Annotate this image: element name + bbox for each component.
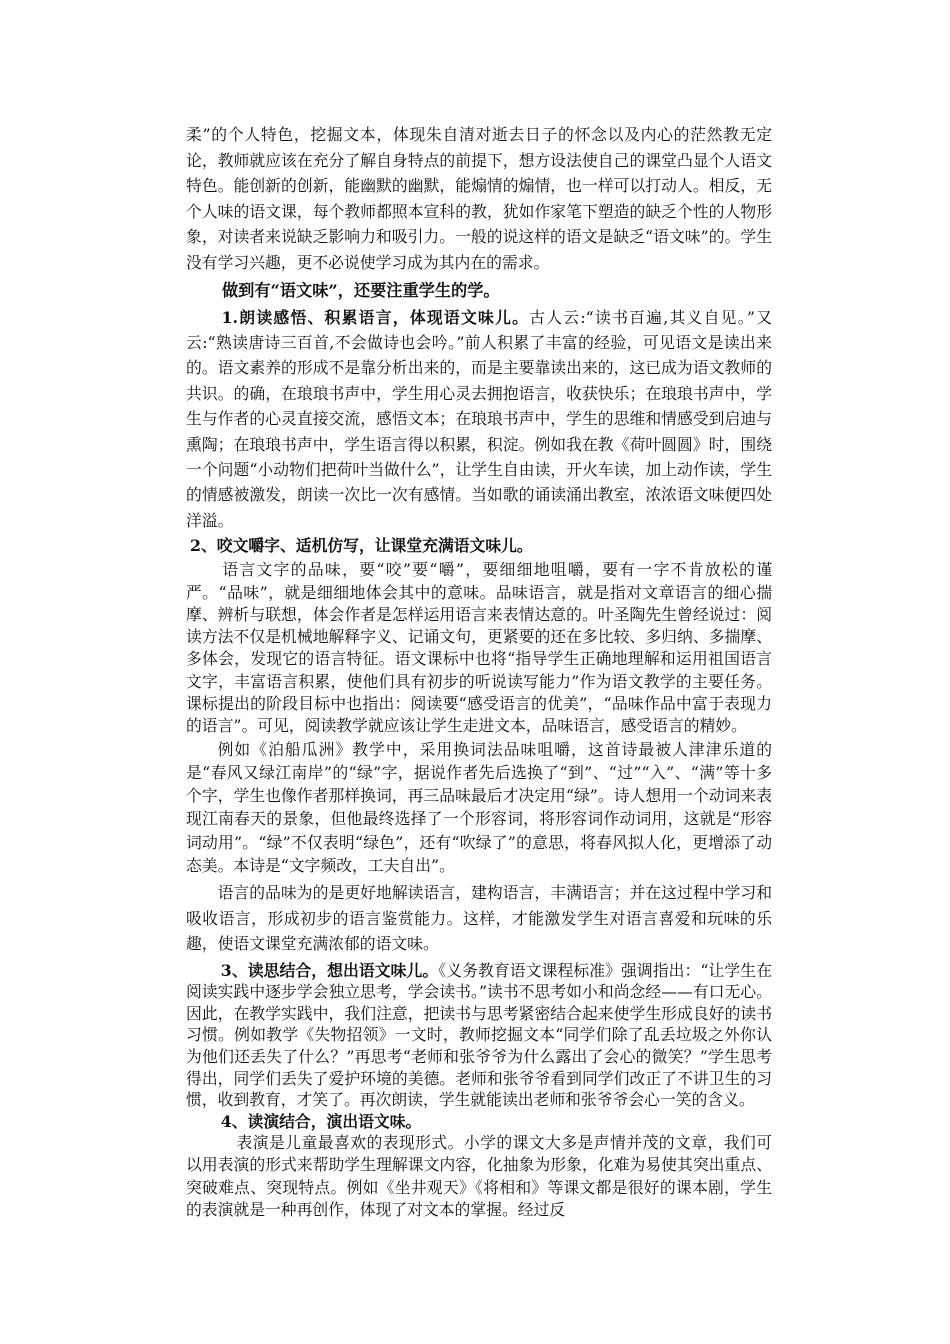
item2-paragraph-1: 语言文字的品味，要“咬”要“嚼”，要细细地咀嚼，要有一字不肯放松的谨严。“品味”，就是细细地体会其中的意味。品味语言，就是指对文章语言的细心揣摩、辨析与联想，体会作者是怎样运用语言来表情达意的。叶圣陶先生曾经说过：阅读方法不仅是机械地解释字义、记诵文句，更紧要的还在多比较、多归纳、多揣摩、多体会，发现它的语言特征。语文课标中也将“指导学生正确地理解和运用祖国语言文字，丰富语言积累，使他们具有初步的听说读写能力”作为语文教学的主要任务。课标提出的阶段目标中也指出：阅读要“感受语言的优美”，“品味作品中富于表现力的语言”。可见，阅读教学就应该让学生走进文本，品味语言，感受语言的精妙。 <box>186 560 772 736</box>
item4-paragraph: 表演是儿童最喜欢的表现形式。小学的课文大多是声情并茂的文章，我们可以用表演的形式来帮助学生理解课文内容，化抽象为形象，化难为易使其突出重点、突破难点、突现特点。例如《坐井观天》《将相和》等课文都是很好的课本剧，学生的表演就是一种再创作，体现了对文本的掌握。经过反 <box>186 1132 772 1219</box>
section-heading: 做到有“语文味”，还要注重学生的学。 <box>222 280 500 300</box>
item4-heading: 4、读演结合，演出语文味。 <box>220 1111 422 1131</box>
item1-heading: 1.朗读感悟、积累语言，体现语文味儿。 <box>221 307 530 327</box>
paragraph-intro: 柔”的个人特色，挖掘文本，体现朱自清对逝去日子的怀念以及内心的茫然教无定论，教师就应该在充分了解自身特点的前提下，想方设法使自己的课堂凸显个人语文特色。能创新的创新，能幽默的幽默，能煽情的煽情，也一样可以打动人。相反，无个人味的语文课，每个教师都照本宣科的教，犹如作家笔下塑造的缺乏个性的人物形象，对读者来说缺乏影响力和吸引力。一般的说这样的语文是缺乏“语文味”的。学生没有学习兴趣，更不必说使学习成为其内在的需求。 <box>186 125 772 272</box>
item2-heading: 2、咬文嚼字、适机仿写，让课堂充满语文味儿。 <box>190 536 533 556</box>
item1-paragraph <box>186 305 772 534</box>
item3-text: 《义务教育语文课程标准》强调指出：“让学生在阅读实践中逐步学会独立思考，学会读书。”读书不思考如小和尚念经——有口无心。因此，在教学实践中，我们注意，把读书与思考紧密结合起来使学生形成良好的读书习惯。例如教学《失物招领》一文时，教师挖掘文本“同学们除了乱丢垃圾之外你认为他们还丢失了什么？”再思考“老师和张爷爷为什么露出了会心的微笑？”学生思考得出，同学们丢失了爱护环境的美德。老师和张爷爷看到同学们改正了不讲卫生的习惯，收到教育，才笑了。再次朗读，学生就能读出老师和张爷爷会心一笑的含义。 <box>186 960 772 1110</box>
item2-paragraph-3: 语言的品味为的是更好地解读语言，建构语言，丰满语言；并在这过程中学习和吸收语言，形成初步的语言鉴赏能力。这样，才能激发学生对语言喜爱和玩味的乐趣，使语文课堂充满浓郁的语文味。 <box>186 883 772 954</box>
item3-paragraph <box>186 960 772 1111</box>
item3-heading: 3、读思结合，想出语文味儿。 <box>220 960 439 980</box>
item2-paragraph-2: 例如《泊船瓜洲》教学中，采用换词法品味咀嚼，这首诗最被人津津乐道的是“春风又绿江南岸”的“绿”字，据说作者先后选换了“到”、“过”“入”、“满”等十多个字，学生也像作者那样换词，再三品味最后才决定用“绿”。诗人想用一个动词来表现江南春天的景象，但他最终选择了一个形容词，将形容词作动词用，这就是“形容词动用”。“绿”不仅表明“绿色”，还有“吹绿了”的意思，将春风拟人化，更增添了动态美。本诗是“文字频改，工夫自出”。 <box>186 739 772 876</box>
item1-text: 古人云:“读书百遍,其义自见。”又云:“熟读唐诗三百首,不会做诗也会吟。”前人积累了丰富的经验，可见语文是读出来的。语文素养的形成不是靠分析出来的，而是主要靠读出来的，这已成为语文教师的共识。的确，在琅琅书声中，学生用心灵去拥抱语言，收获快乐；在琅琅书声中，学生与作者的心灵直接交流，感悟文本；在琅琅书声中，学生的思维和情感受到启迪与熏陶；在琅琅书声中，学生语言得以积累，积淀。例如我在教《荷叶圆圆》时，围绕一个问题“小动物们把荷叶当做什么”，让学生自由读，开火车读，加上动作读，学生的情感被激发，朗读一次比一次有感情。当如歌的诵读涌出教室，浓浓语文味便四处洋溢。 <box>186 307 772 530</box>
document-body <box>186 122 772 1221</box>
item2-body <box>186 559 772 956</box>
